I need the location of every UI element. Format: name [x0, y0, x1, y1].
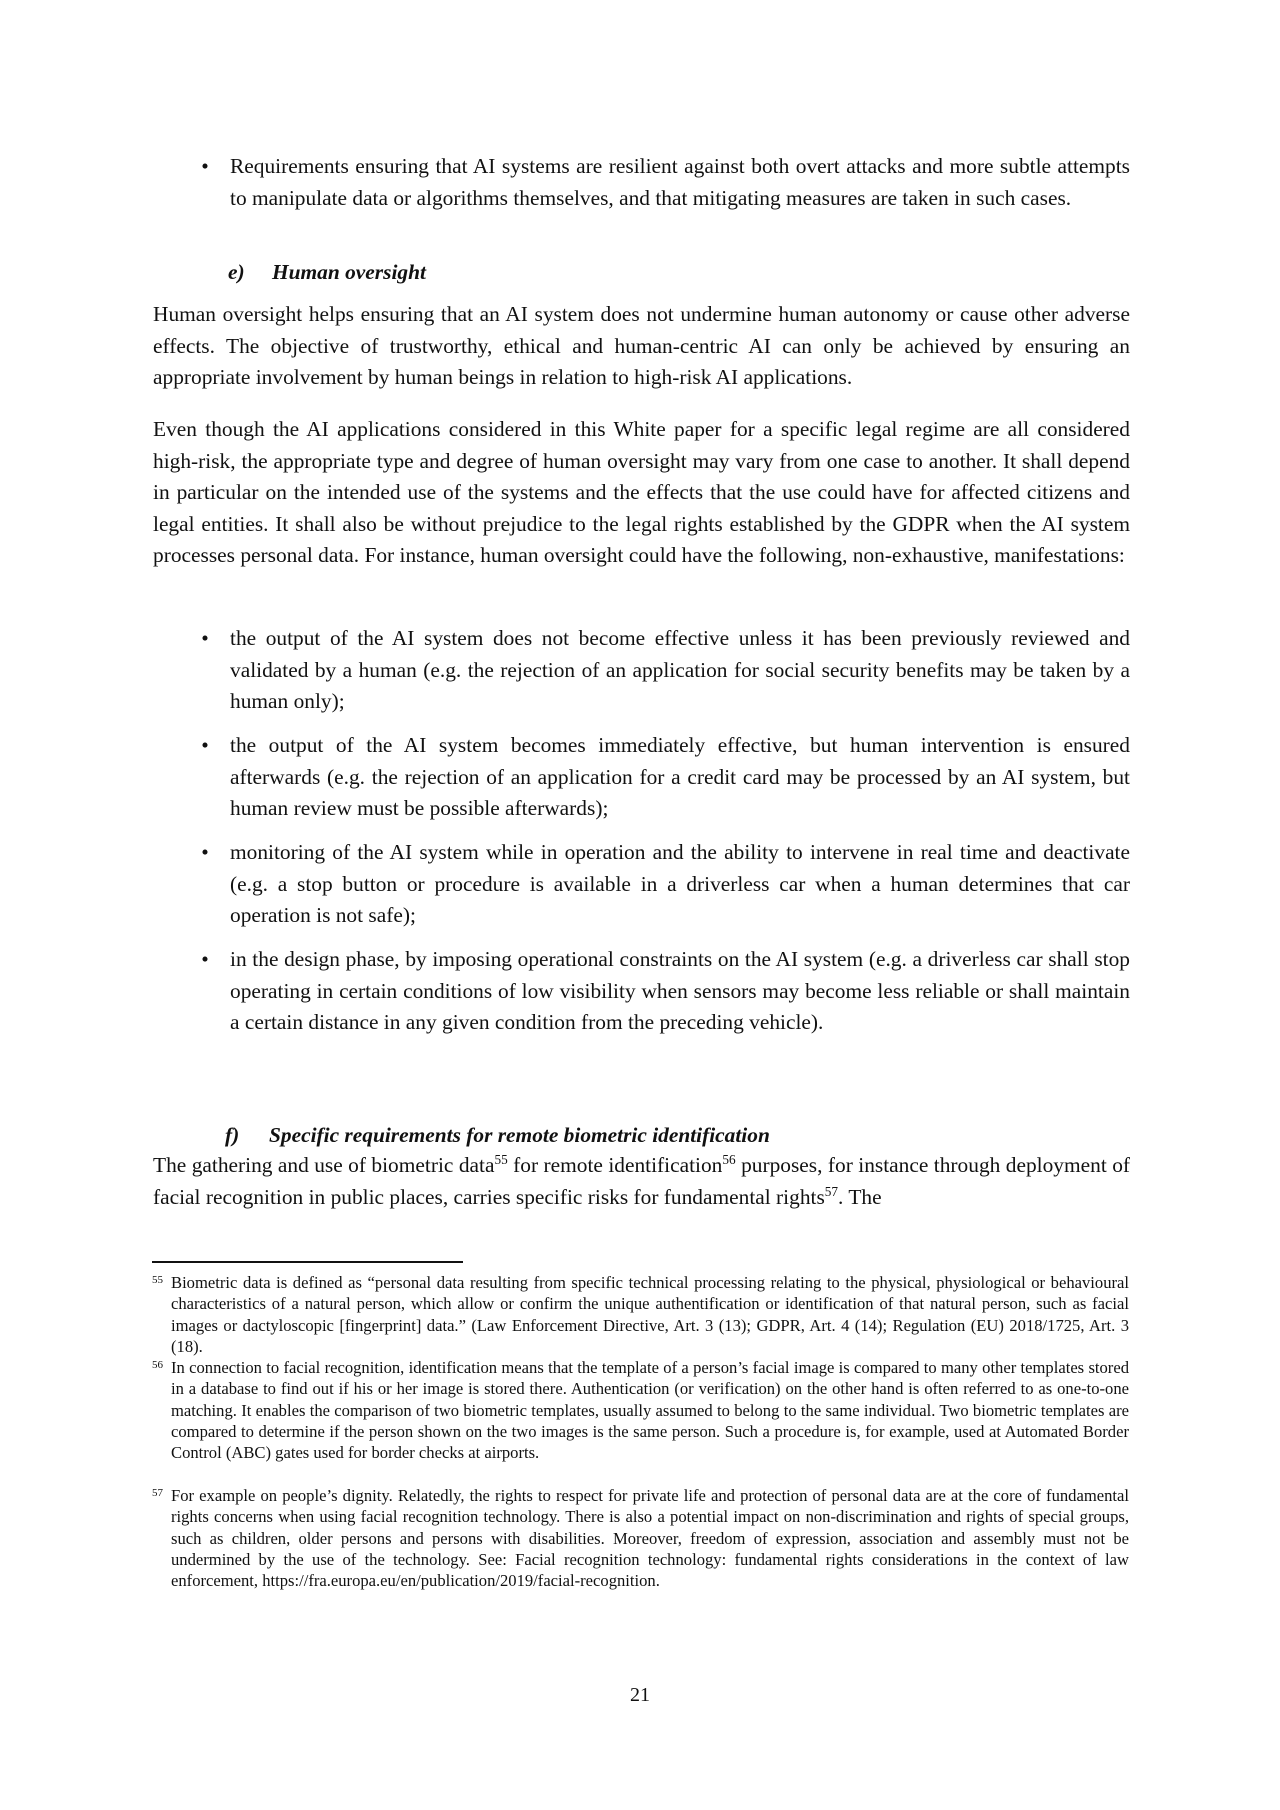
footnote-ref-56[interactable]: 56	[722, 1151, 736, 1167]
paragraph-biometric-data	[153, 1150, 1130, 1213]
paragraph-human-oversight-intro: Human oversight helps ensuring that an AI system does not undermine human autonomy or cause other adverse effects. The objective of trustworthy, ethical and human-centric AI can only be achieved by ensuring an appropriate involvement by human beings in relation to high-risk AI applications.	[153, 302, 1130, 390]
manifestation-bullet-2	[153, 730, 1130, 825]
footnote-text: Biometric data is defined as “personal data resulting from specific technical processing relating to the physical, physiological or behavioural characteristics of a natural person, which allow or confirm the unique authentification or identification of that natural person, such as facial images or dactyloscopic [fingerprint] data.” (Law Enforcement Directive, Art. 3 (13); GDPR, Art. 4 (14); Regulation (EU) 2018/1725, Art. 3 (18).	[171, 1273, 1129, 1356]
paragraph-text: . The	[838, 1184, 882, 1209]
paragraph-text: for remote identification	[507, 1153, 723, 1177]
bullet-icon: •	[201, 947, 209, 971]
footnote-text: For example on people’s dignity. Relatedly, the rights to respect for private life and protection of personal data are at the core of fundamental rights concerns when using facial recognition technology. There is also a potential impact on non-discrimination and rights of special groups, such as children, older persons and persons with disabilities. Moreover, freedom of expression, association and assembly must not be undermined by the use of the technology. See: Facial recognition technology: fundamental rights considerations in the context of law enforcement, https://fra.europa.eu/en/publication/2019/facial-recognition.	[171, 1486, 1129, 1591]
section-heading-biometric-identification	[225, 1120, 770, 1152]
page-number: 21	[630, 1684, 650, 1706]
bullet-text: the output of the AI system becomes immediately effective, but human intervention is ensured afterwards (e.g. the rejection of an application for a credit card may be processed by an AI system, but human review must be possible afterwards);	[230, 733, 1130, 821]
footnote-separator	[152, 1261, 463, 1263]
bullet-icon: •	[201, 733, 209, 757]
footnote-56	[152, 1357, 1129, 1463]
manifestation-bullet-4	[153, 944, 1130, 1039]
bullet-text: the output of the AI system does not become effective unless it has been previously reviewed and validated by a human (e.g. the rejection of an application for social security benefits may be taken by a human only);	[230, 626, 1130, 714]
footnote-ref-57[interactable]: 57	[824, 1183, 839, 1199]
paragraph-text: purposes, for instance through deployment of facial recognition in public places, carries specific risks for fundamental rights	[153, 1153, 1131, 1209]
bullet-text: monitoring of the AI system while in operation and the ability to intervene in real time and deactivate (e.g. a stop button or procedure is available in a driverless car when a human determines that car operation is not safe);	[230, 840, 1130, 928]
bullet-text: in the design phase, by imposing operational constraints on the AI system (e.g. a driverless car shall stop operating in certain conditions of low visibility when sensors may become less reliable or shall maintain a certain distance in any given condition from the preceding vehicle).	[230, 947, 1130, 1035]
manifestation-bullet-3	[153, 837, 1130, 932]
section-title: Specific requirements for remote biometric identification	[269, 1123, 770, 1147]
section-title: Human oversight	[272, 260, 426, 284]
manifestation-bullet-1	[153, 623, 1130, 718]
paragraph-text: The gathering and use of biometric data	[153, 1153, 495, 1177]
section-letter: f)	[225, 1123, 240, 1147]
bullet-text: Requirements ensuring that AI systems are resilient against both overt attacks and more subtle attempts to manipulate data or algorithms themselves, and that mitigating measures are taken in such cases.	[230, 154, 1130, 210]
bullet-icon: •	[201, 154, 209, 178]
section-heading-human-oversight	[228, 257, 426, 289]
bullet-icon: •	[201, 626, 209, 650]
footnote-57	[152, 1485, 1129, 1591]
bullet-icon: •	[201, 840, 209, 864]
resilience-requirement-bullet	[153, 151, 1130, 214]
footnote-number: 55	[152, 1274, 163, 1286]
footnote-ref-55[interactable]: 55	[494, 1151, 508, 1167]
footnote-55	[152, 1272, 1129, 1357]
footnote-number: 57	[152, 1487, 163, 1499]
paragraph-oversight-manifestations: Even though the AI applications considered in this White paper for a specific legal regime are all considered high-risk, the appropriate type and degree of human oversight may vary from one case to another. It shall depend in particular on the intended use of the systems and the effects that the use could have for affected citizens and legal entities. It shall also be without prejudice to the legal rights established by the GDPR when the AI system processes personal data. For instance, human oversight could have the following, non-exhaustive, manifestations:	[153, 417, 1130, 568]
footnote-number: 56	[152, 1359, 163, 1371]
footnote-text: In connection to facial recognition, identification means that the template of a person’s facial image is compared to many other templates stored in a database to find out if his or her image is stored there. Authentication (or verification) on the other hand is often referred to as one-to-one matching. It enables the comparison of two biometric templates, usually assumed to belong to the same individual. Two biometric templates are compared to determine if the person shown on the two images is the same person. Such a procedure is, for example, used at Automated Border Control (ABC) gates used for border checks at airports.	[171, 1358, 1129, 1463]
section-letter: e)	[228, 260, 245, 284]
